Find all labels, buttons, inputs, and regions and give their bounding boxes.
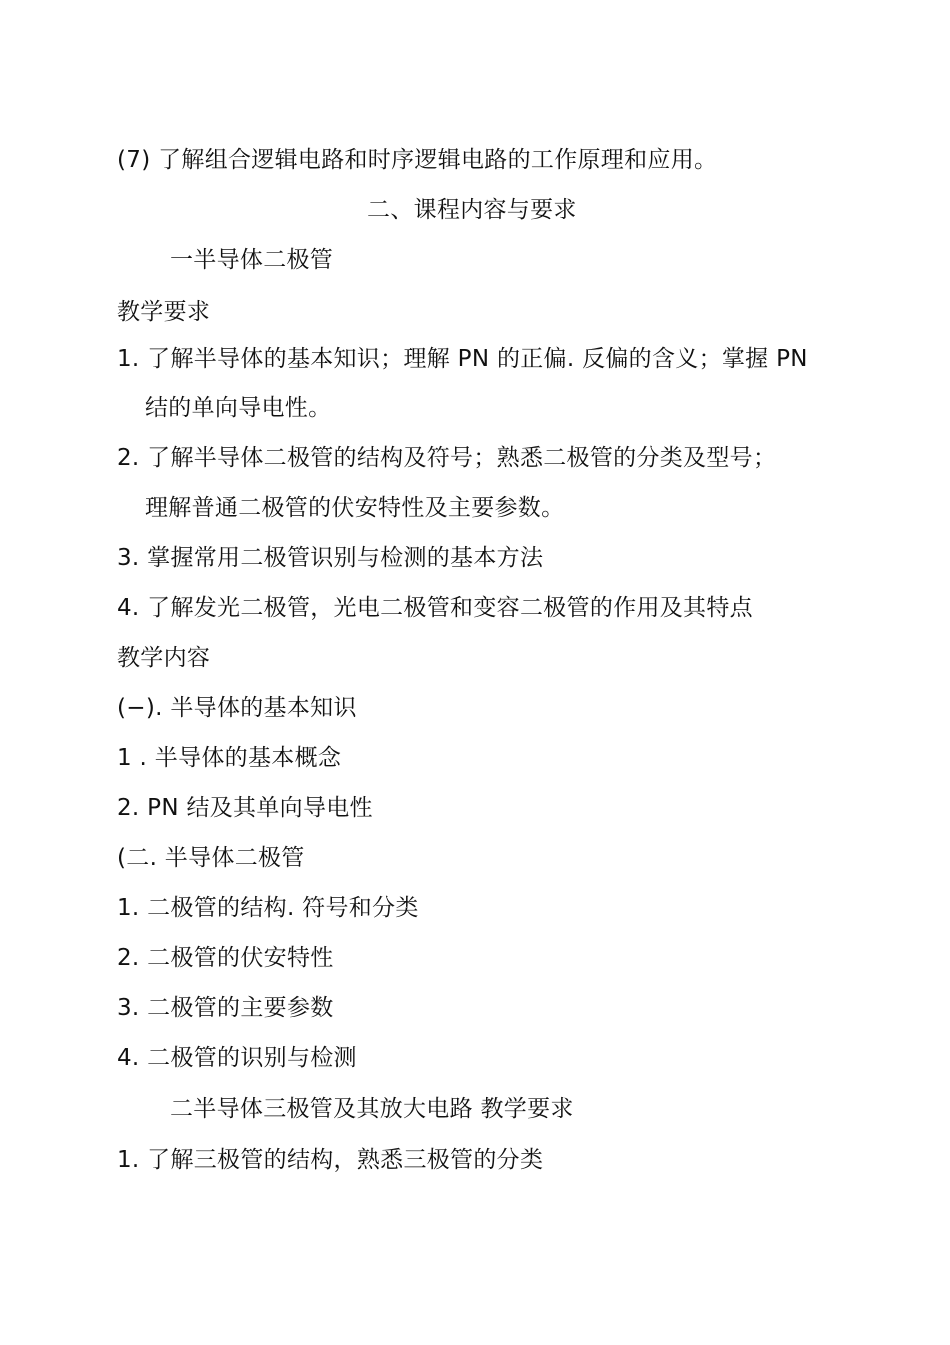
content-item-2-1: 1. 二极管的结构. 符号和分类 — [117, 895, 419, 921]
requirement-item-1: 1. 了解半导体的基本知识；理解 PN 的正偏. 反偏的含义；掌握 PN — [117, 346, 808, 372]
content-item-2-2: 2. 二极管的伏安特性 — [117, 945, 334, 971]
subheading-teaching-content: 教学内容 — [117, 645, 211, 671]
content-item-1-1: 1 . 半导体的基本概念 — [117, 745, 342, 771]
content-section-1: (−). 半导体的基本知识 — [117, 695, 357, 721]
content-item-1-2: 2. PN 结及其单向导电性 — [117, 795, 373, 821]
subheading-teaching-requirements: 教学要求 — [117, 299, 211, 325]
requirement-item-3: 3. 掌握常用二极管识别与检测的基本方法 — [117, 545, 544, 571]
requirement-item-2: 2. 了解半导体二极管的结构及符号；熟悉二极管的分类及型号； — [117, 445, 777, 471]
content-section-2: (二. 半导体二极管 — [117, 845, 305, 871]
requirement-item-ch2-1: 1. 了解三极管的结构，熟悉三极管的分类 — [117, 1147, 544, 1173]
requirement-item-4: 4. 了解发光二极管，光电二极管和变容二极管的作用及其特点 — [117, 595, 753, 621]
content-item-2-3: 3. 二极管的主要参数 — [117, 995, 334, 1021]
objective-item-7: (7) 了解组合逻辑电路和时序逻辑电路的工作原理和应用。 — [117, 147, 718, 173]
requirement-item-2-continued: 理解普通二极管的伏安特性及主要参数。 — [145, 495, 565, 521]
requirement-item-1-continued: 结的单向导电性。 — [145, 395, 332, 421]
section-heading: 二、课程内容与要求 — [367, 197, 577, 223]
content-item-2-4: 4. 二极管的识别与检测 — [117, 1045, 357, 1071]
chapter-title-1: 一半导体二极管 — [170, 247, 334, 273]
chapter-title-2: 二半导体三极管及其放大电路 教学要求 — [170, 1096, 574, 1122]
